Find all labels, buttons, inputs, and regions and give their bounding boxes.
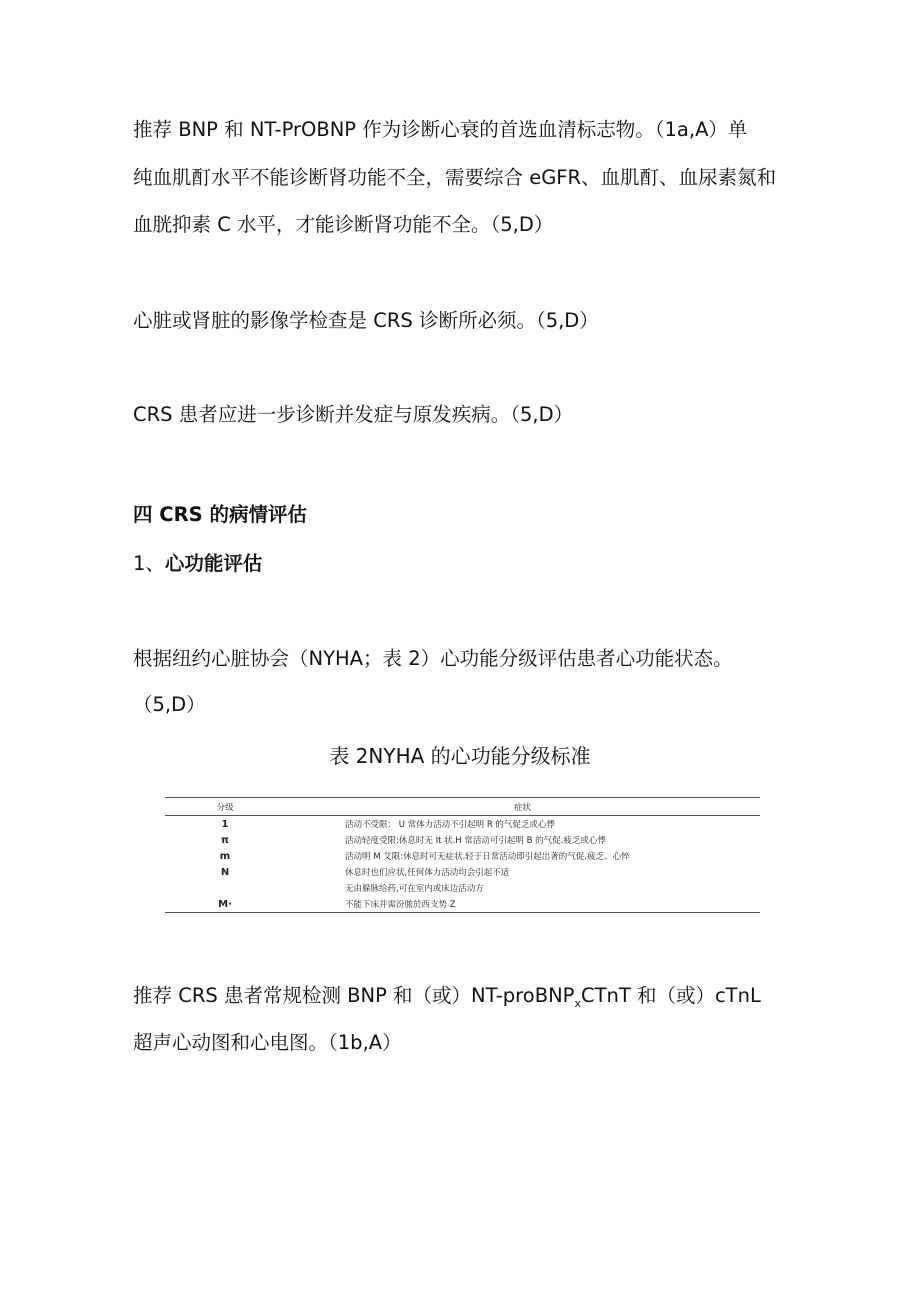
tests-text-a: 推荐 CRS 患者常规检测 BNP 和（或）NT-proBNP	[133, 984, 575, 1007]
header-grade: 分级	[216, 802, 234, 813]
table-row	[165, 848, 760, 864]
paragraph-biomarkers-line2: 纯血肌酊水平不能诊断肾功能不全，需要综合 eGFR、血肌酊、血尿素氮和	[133, 166, 777, 189]
paragraph-imaging: 心脏或肾脏的影像学检查是 CRS 诊断所必须。（5,D）	[133, 309, 599, 332]
table-header-row	[165, 798, 760, 816]
table-row	[165, 896, 760, 913]
paragraph-biomarkers-line3: 血胱抑素 C 水平，才能诊断肾功能不全。（5,D）	[133, 213, 554, 236]
grade-cell: π	[221, 834, 229, 846]
section-heading-crs-assessment: 四 CRS 的病情评估	[133, 503, 307, 526]
table-row	[165, 880, 760, 896]
grade-cell: M·	[218, 898, 232, 910]
nyha-table	[165, 797, 760, 913]
table-row	[165, 864, 760, 880]
table-row	[165, 816, 760, 833]
paragraph-complications: CRS 患者应进一步诊断并发症与原发疾病。（5,D）	[133, 403, 574, 426]
symptom-cell: 活动轻度受限:休息时无 It 状.H 常活动可引起明 B 的气促.疲乏或心悸	[345, 836, 606, 846]
paragraph-nyha-line1: 根据纽约心脏协会（NYHA；表 2）心功能分级评估患者心功能状态。	[133, 647, 733, 670]
table-caption: 表 2NYHA 的心功能分级标准	[329, 744, 591, 768]
table-row	[165, 832, 760, 848]
grade-cell: N	[220, 866, 230, 878]
subsection-title: 心功能评估	[164, 552, 263, 575]
tests-subscript: x	[574, 996, 581, 1010]
grade-cell	[165, 880, 285, 896]
paragraph-biomarkers-line1: 推荐 BNP 和 NT-PrOBNP 作为诊断心衰的首选血清标志物。（1a,A）单	[133, 118, 748, 141]
symptom-cell: 不能下床并需汾脓於西支势 Z	[345, 900, 456, 910]
header-symptom: 症状	[513, 802, 531, 813]
paragraph-nyha-line2: （5,D）	[133, 693, 206, 716]
grade-cell: 1	[221, 818, 229, 830]
symptom-cell: 活动不受限： U 常体力活动不引起明 R 的气促乏或心悸	[345, 820, 555, 830]
subsection-number: 1、	[133, 552, 165, 575]
nyha-table-container	[165, 797, 760, 913]
symptom-cell: 休息时也们应状,任何体力活动均会引起不适	[345, 868, 510, 878]
tests-text-b: CTnT 和（或）cTnL	[580, 984, 761, 1007]
symptom-cell: 无由躲脉给药,可在室内或床边活动方	[345, 884, 484, 894]
grade-cell: m	[219, 850, 231, 862]
symptom-cell: 活动明 M 艾限:休息时可无症状.轻于日常活动即引起岀著的气促.疲乏、心悴	[345, 852, 630, 862]
subsection-heading-cardiac-function	[133, 548, 262, 576]
paragraph-recommend-tests-line2: 超声心动图和心电图。（1b,A）	[133, 1031, 402, 1054]
